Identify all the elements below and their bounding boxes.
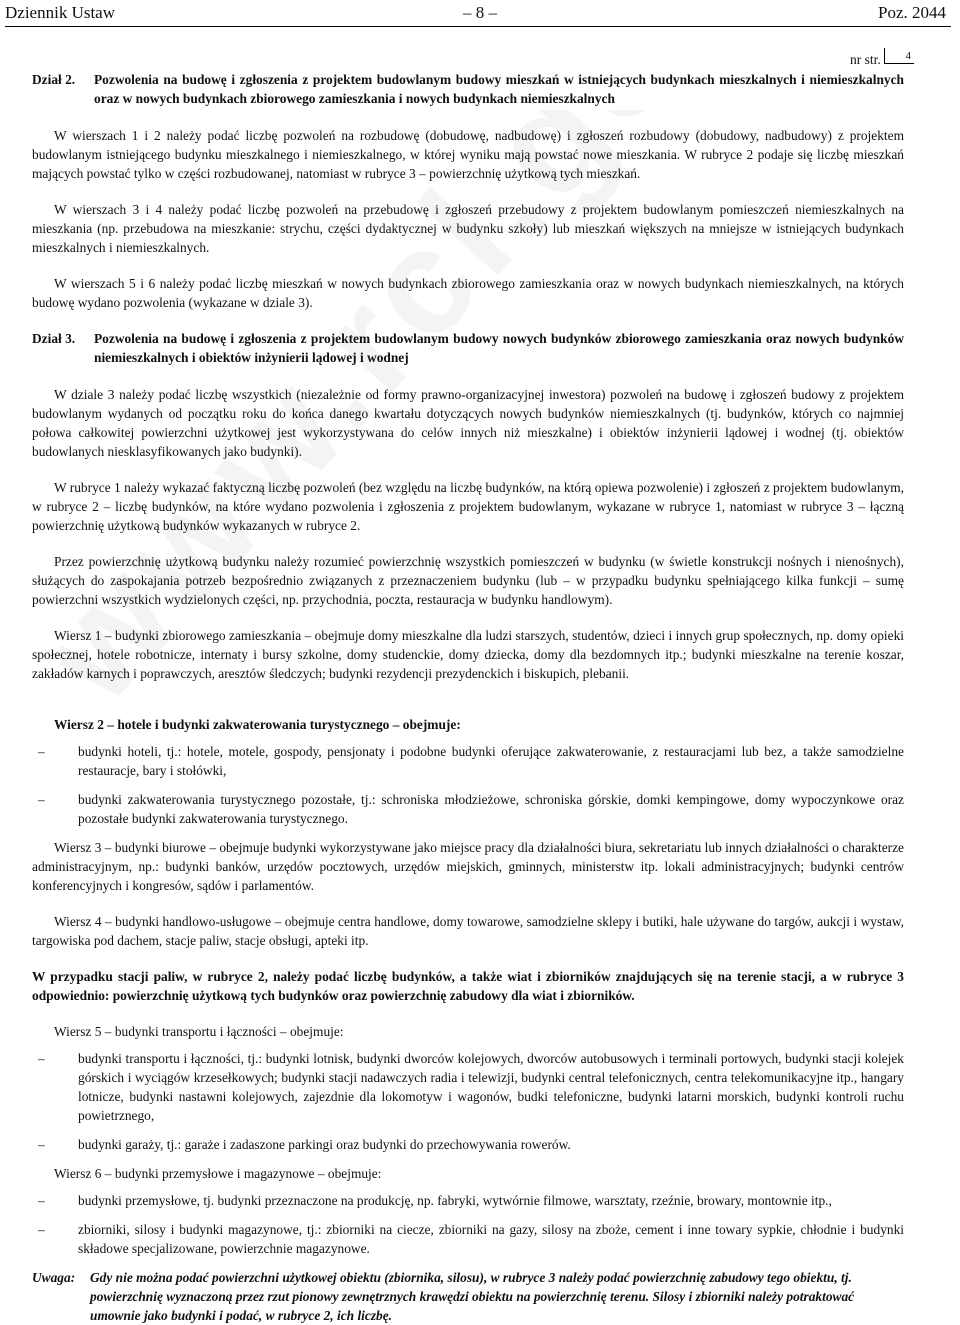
dash-bullet: –: [38, 792, 45, 807]
list-item: – budynki zakwaterowania turystycznego pozostałe, tj.: schroniska młodzieżowe, schroniska górskie, domki kempingowe, domy wypoczynkowe oraz pozostałe budynki zakwaterowania turystycznego.: [32, 790, 904, 828]
wiersz-2-heading: Wiersz 2 – hotele i budynki zakwaterowania turystycznego – obejmuje:: [54, 717, 461, 732]
paragraph-wiersze-3-4: W wierszach 3 i 4 należy podać liczbę pozwoleń na przebudowę i zgłoszeń przebudowy z projektem budowlanym pomieszczeń niemieszkalnych na mieszkania (np. przebudowa na mieszkanie: strychu, części dydaktycznej w budynku szkoły) lub mieszkań większych na mniejsze w istniejących budynkach mieszkalnych i niemieszkalnych.: [32, 202, 904, 255]
paragraph-powierzchnia-uzytkowa: Przez powierzchnię użytkową budynku należy rozumieć powierzchnię wszystkich pomieszczeń w budynku (w świetle konstrukcji nośnych i nienośnych), służących do zaspokajania potrzeb bezpośrednio związanych z przeznaczeniem budynku (lub – w przypadku budynku spełniającego kilka funkcji – sumę powierzchni wszystkich wydzielonych części, np. przychodnia, poczta, restauracja w budynku handlowym).: [32, 554, 904, 607]
document-body: [32, 70, 904, 1325]
dash-bullet: –: [38, 1051, 45, 1066]
list-item: – zbiorniki, silosy i budynki magazynowe, tj.: zbiorniki na ciecze, zbiorniki na gazy, silosy na zboże, cement i inne towary sypkie, chłodnie i budynki składowe specjalizowane, powierzchnie magazynowe.: [32, 1220, 904, 1258]
list-item: – budynki transportu i łączności, tj.: budynki lotnisk, budynki dworców kolejowych, dworców autobusowych i terminali portowych, budynki stacji kolejek górskich i wyciągów krzesełkowych; budynki stacji nadawczych radia i telewizji, budynki central telefonicznych, centra telekomunikacyjne itp., hangary lotnicze, budynki nastawni kolejowych, zajezdnie dla lokomotyw i wagonów, budki telefoniczne, budynki latarni morskich, budynki kontroli ruchu powietrznego,: [32, 1049, 904, 1125]
paragraph-wiersze-5-6: W wierszach 5 i 6 należy podać liczbę mieszkań w nowych budynkach zbiorowego zamieszkania oraz w nowych budynkach niemieszkalnych, na których budowę wydano pozwolenia (wykazane w dziale 3).: [32, 276, 904, 310]
note-label: Uwaga:: [32, 1270, 76, 1285]
section-dzial-3: [32, 329, 904, 367]
journal-title: Dziennik Ustaw: [5, 3, 116, 22]
dash-bullet: –: [38, 1137, 45, 1152]
list-item: – budynki przemysłowe, tj. budynki przeznaczone na produkcję, np. fabryki, wytwórnie filmowe, warsztaty, rzeźnie, browary, montownie itp.,: [32, 1191, 904, 1210]
nr-str-label: nr str.: [850, 52, 881, 67]
list-item: – budynki garaży, tj.: garaże i zadaszone parkingi oraz budynki do przechowywania rowerów.: [32, 1135, 904, 1154]
nr-str-box: 4: [884, 48, 914, 64]
wiersz-6-list: [32, 1191, 904, 1258]
page-number: – 8 –: [463, 3, 497, 22]
dash-bullet: –: [38, 744, 45, 759]
paragraph-wiersz-1: Wiersz 1 – budynki zbiorowego zamieszkania – obejmuje domy mieszkalne dla ludzi starszych, studentów, dzieci i innych grup społecznych, np. domy opieki społecznej, hotele robotnicze, internaty i bursy szkolne, domy studenckie, domy dziecka, domy dla bezdomnych itp.; budynki mieszkalne na terenie koszar, zakładów karnych i poprawczych, aresztów śledczych; budynki rezydencji prezydenckich i biskupich, plebanii.: [32, 628, 904, 681]
paragraph-wiersze-1-2: W wierszach 1 i 2 należy podać liczbę pozwoleń na rozbudowę (dobudowę, nadbudowę) i zgłoszeń rozbudowy (dobudowy, nadbudowy) z projektem budowlanym istniejącego budynku mieszkalnego i niemieszkalnego, w której wyniku mają powstać nowe mieszkania. W rubryce 2 podaje się liczbę mieszkań mających powstać tylko w części rozbudowanej, natomiast w rubryce 3 – powierzchnię użytkową tych mieszkań.: [32, 128, 904, 181]
note-text: Gdy nie można podać powierzchni użytkowej obiektu (zbiornika, silosu), w rubryce 3 należy podać powierzchnię zabudowy tego obiektu, tj. powierzchnię wyznaczoną przez rzut pionowy zewnętrznych krawędzi obiektu na powierzchnię terenu. Silosy i zbiorniki należy potraktować umownie jako budynki i podać, w rubryce 2, ich liczbę.: [90, 1270, 855, 1323]
section-label: Dział 3.: [32, 331, 76, 346]
page-header: [0, 0, 960, 26]
wiersz-5-heading: Wiersz 5 – budynki transportu i łączności – obejmuje:: [54, 1024, 344, 1039]
wiersz-2-list: [32, 742, 904, 828]
paragraph-dzial-3-intro: W dziale 3 należy podać liczbę wszystkich (niezależnie od formy prawno-organizacyjnej inwestora) pozwoleń na budowę i zgłoszeń budowy z projektem budowlanym wydanych od początku roku do końca danego kwartału dotyczących nowych budynków niemieszkalnych (tj. budynków, których co najmniej połowa całkowitej powierzchni użytkowej jest wykorzystywana do celów innych niż mieszkalne) i obiektów inżynierii lądowej i wodnej (tj. obiektów budowlanych niesklasyfikowanych jako budynki).: [32, 387, 904, 459]
uwaga-note: [32, 1268, 904, 1325]
wiersz-6-heading: Wiersz 6 – budynki przemysłowe i magazynowe – obejmuje:: [54, 1166, 382, 1181]
paragraph-wiersz-4: Wiersz 4 – budynki handlowo-usługowe – obejmuje centra handlowe, domy towarowe, samodzielne sklepy i butiki, hale używane do targów, aukcji i wystaw, targowiska pod dachem, stacje paliw, stacje obsługi, apteki itp.: [32, 914, 904, 948]
section-label: Dział 2.: [32, 72, 76, 87]
list-item: – budynki hoteli, tj.: hotele, motele, gospody, pensjonaty i podobne budynki oferujące zakwaterowanie, z restauracjami lub bez, a także samodzielne restauracje, bary i stołówki,: [32, 742, 904, 780]
section-title: Pozwolenia na budowę i zgłoszenia z projektem budowlanym budowy mieszkań w istniejących budynkach mieszkalnych i niemieszkalnych oraz w nowych budynkach zbiorowego zamieszkania i nowych budynkach niemieszkalnych: [94, 72, 904, 106]
position-number: Poz. 2044: [878, 3, 946, 22]
paragraph-wiersz-3: Wiersz 3 – budynki biurowe – obejmuje budynki wykorzystywane jako miejsce pracy dla działalności biura, sekretariatu lub innych działalności o charakterze administracyjnym, np.: budynki banków, urzędów pocztowych, urzędów miejskich, gminnych, ministerstw itp. lokali administracyjnych; budynki centrów konferencyjnych i kongresów, sądów i parlamentów.: [32, 840, 904, 893]
paragraph-stacje-paliw: W przypadku stacji paliw, w rubryce 2, należy podać liczbę budynków, a także wiat i zbiorników znajdujących się na terenie stacji, a w rubryce 3 odpowiednio: powierzchnię użytkową tych budynków oraz powierzchnię zabudowy dla wiat i zbiorników.: [32, 969, 904, 1003]
section-dzial-2: [32, 70, 904, 108]
dash-bullet: –: [38, 1222, 45, 1237]
section-title: Pozwolenia na budowę i zgłoszenia z projektem budowlanym budowy nowych budynków zbiorowego zamieszkania oraz nowych budynków niemieszkalnych i obiektów inżynierii lądowej i wodnej: [94, 331, 904, 365]
header-rule: [5, 26, 951, 27]
dash-bullet: –: [38, 1193, 45, 1208]
paragraph-rubryki: W rubryce 1 należy wykazać faktyczną liczbę pozwoleń (bez względu na liczbę budynków, na którą opiewa pozwolenie) i zgłoszeń z projektem budowlanym, w rubryce 2 – liczbę budynków, na które wydano pozwolenia i zgłoszenia z projektem budowlanym, wykazane w rubryce 1, natomiast w rubryce 3 – łączną powierzchnię użytkową budynków wykazanych w rubryce 2.: [32, 480, 904, 533]
wiersz-5-list: [32, 1049, 904, 1154]
